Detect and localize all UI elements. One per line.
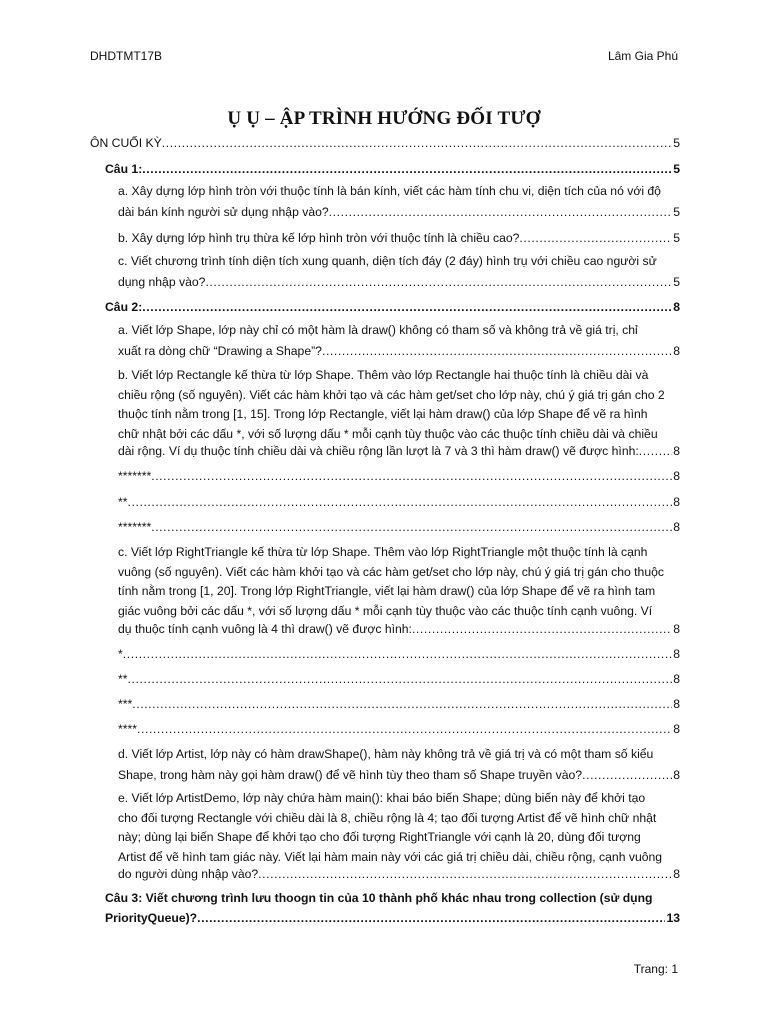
toc-entry-cau-2e-end[interactable]: do người dùng nhập vào? ..... 8	[118, 868, 680, 880]
toc-entry-cau-2e[interactable]: e. Viết lớp ArtistDemo, lớp này chứa hàm main(): khai báo biến Shape; dùng biến này để khởi tạo cho đối tượng Rectangle với chiều dài là 8, chiều rộng là 4; tạo đối tượng Artist để vẽ hình chữ nhật này; dùng lại biến Shape để khởi tạo cho đối tượng RightTriangle với cạnh là 20, dùng đối tượng Artist để vẽ hình tam giác này. Viết lại hàm main này với các giá trị chiều dài, chiều rộng, cạnh vuông	[118, 791, 663, 864]
toc-entry-cau-2b-end[interactable]: dài rộng. Ví dụ thuộc tính chiều dài và chiều rộng lần lượt là 7 và 3 thì hàm draw() vẽ được hình: ..... 8	[118, 445, 680, 457]
toc-entry-tri-row-4[interactable]: **** ..... 8	[118, 723, 680, 735]
toc-entry-rect-row-2[interactable]: ** ..... 8	[118, 496, 680, 508]
toc-entry-tri-row-1[interactable]: * ..... 8	[118, 648, 680, 660]
toc-entry-cau-3[interactable]: Câu 3: Viết chương trình lưu thoogn tin của 10 thành phố khác nhau trong collection (sử dụng	[105, 891, 653, 905]
toc-entry-cau-2c[interactable]: c. Viết lớp RightTriangle kế thừa từ lớp Shape. Thêm vào lớp RightTriangle một thuộc tính là cạnh vuông (số nguyên). Viết các hàm khởi tạo và các hàm get/set cho lớp này, chú ý giá trị gán cho thuộc tính nằm trong [1, 20]. Trong lớp RightTriangle, viết lại hàm draw() của lớp Shape để vẽ ra hình tam giác vuông bởi các dấu *, với số lượng dấu * mỗi cạnh tùy thuộc vào các thuộc tính cạnh vuông. Ví	[118, 545, 664, 618]
toc-entry-cau-1c[interactable]: c. Viết chương trình tính diện tích xung quanh, diện tích đáy (2 đáy) hình trụ với chiều cao người sử	[118, 254, 657, 268]
toc-entry-cau-2b[interactable]: b. Viết lớp Rectangle kế thừa từ lớp Shape. Thêm vào lớp Rectangle hai thuộc tính là chiều dài và chiều rộng (số nguyên). Viết các hàm khởi tạo và các hàm get/set cho lớp này, chú ý giá trị gán cho 2 thuộc tính nằm trong [1, 15]. Trong lớp Rectangle, viết lại hàm draw() của lớp Shape để vẽ ra hình chữ nhật bởi các dấu *, với số lượng dấu * mỗi cạnh tùy thuộc vào các thuộc tính chiều dài và chiều	[118, 368, 665, 441]
toc-entry-on-tap[interactable]: ÔN CUỐI KỲ ..... 5	[90, 137, 680, 149]
toc-entry-cau-2a[interactable]: a. Viết lớp Shape, lớp này chỉ có một hàm là draw() không có tham số và không trả về giá trị, chỉ	[118, 323, 638, 337]
header-class-code: DHDTMT17B	[90, 49, 163, 63]
toc-entry-cau-1c-end[interactable]: dụng nhập vào? ..... 5	[118, 276, 680, 288]
toc-entry-cau-1a-end[interactable]: dài bán kính người sử dụng nhập vào? ..... 5	[118, 206, 680, 218]
toc-entry-tri-row-2[interactable]: ** ..... 8	[118, 673, 680, 685]
toc-entry-cau-1b[interactable]: b. Xây dựng lớp hình trụ thừa kế lớp hình tròn với thuộc tính là chiều cao? ..... 5	[118, 232, 680, 244]
page-number: Trang: 1	[633, 962, 678, 976]
toc-entry-cau-2a-end[interactable]: xuất ra dòng chữ “Drawing a Shape”? ..... 8	[118, 345, 680, 357]
toc-entry-cau-2[interactable]: Câu 2: ..... 8	[105, 301, 680, 313]
toc-entry-cau-1[interactable]: Câu 1: ..... 5	[105, 163, 680, 175]
toc-entry-rect-row-3[interactable]: ******* ..... 8	[118, 521, 680, 533]
header-author: Lâm Gia Phú	[607, 49, 678, 63]
toc-entry-cau-3-end[interactable]: PriorityQueue)? ..... 13	[105, 912, 680, 924]
toc-entry-cau-2c-end[interactable]: dụ thuộc tính cạnh vuông là 4 thì draw() vẽ được hình: ..... 8	[118, 623, 680, 635]
toc-entry-rect-row-1[interactable]: ******* ..... 8	[118, 470, 680, 482]
toc-entry-cau-2d[interactable]: d. Viết lớp Artist, lớp này có hàm drawShape(), hàm này không trả về giá trị và có một tham số kiểu	[118, 747, 654, 761]
document-title: Ụ Ụ – ẬP TRÌNH HƯỚNG ĐỐI TƯỢ	[227, 108, 541, 129]
toc-entry-cau-2d-end[interactable]: Shape, trong hàm này gọi hàm draw() để vẽ hình tùy theo tham số Shape truyền vào? ..... 8	[118, 769, 680, 781]
toc-entry-tri-row-3[interactable]: *** ..... 8	[118, 698, 680, 710]
toc-entry-cau-1a[interactable]: a. Xây dựng lớp hình tròn với thuộc tính là bán kính, viết các hàm tính chu vi, diện tích của nó với độ	[118, 184, 661, 198]
